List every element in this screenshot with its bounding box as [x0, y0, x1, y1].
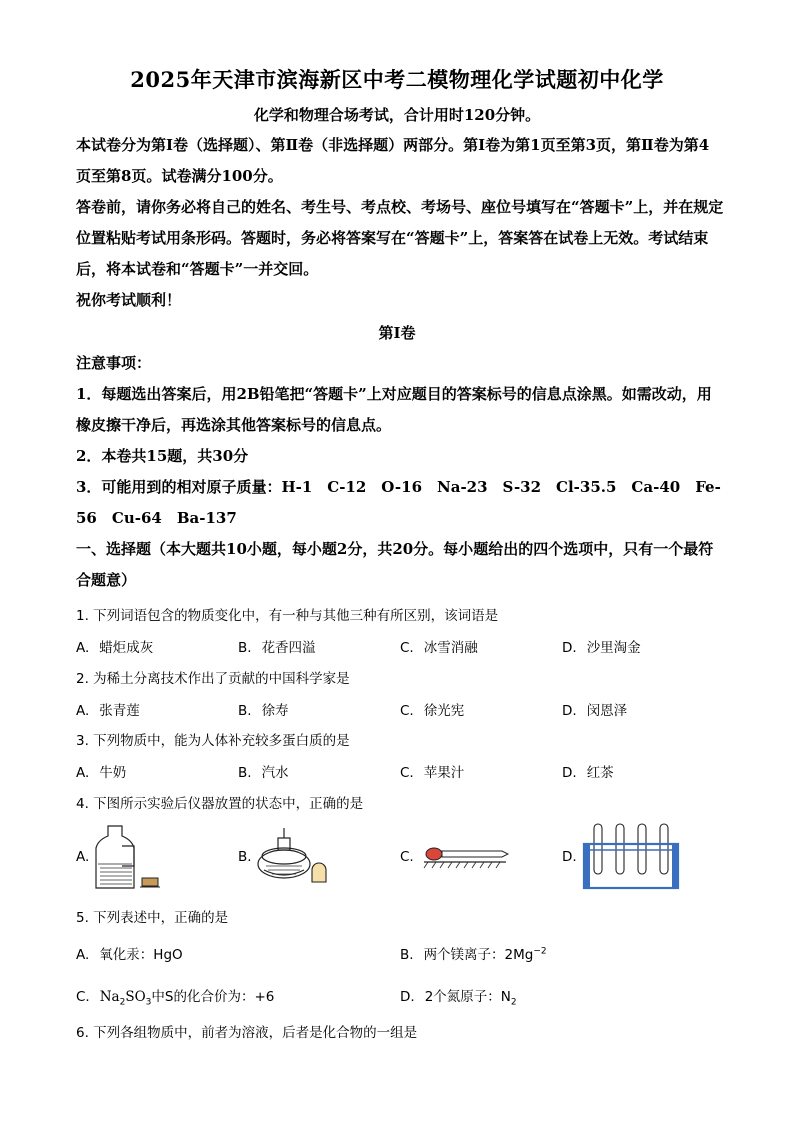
page-subtitle: 化学和物理合场考试，合计用时120分钟。: [253, 106, 541, 124]
question-1-option-a[interactable]: A. 蜡炬成灰: [76, 640, 154, 656]
question-5-option-b[interactable]: B. 两个镁离子：$2Mg^{-2}$: [400, 946, 547, 963]
test-tube-rack-figure[interactable]: [580, 820, 684, 892]
question-1-option-d[interactable]: D. 沙里淘金: [562, 640, 641, 656]
question-4-stem: 4. 下图所示实验后仪器放置的状态中，正确的是: [76, 796, 364, 812]
dropper-figure[interactable]: [420, 840, 510, 870]
question-1-option-c[interactable]: C. 冰雪消融: [400, 640, 478, 656]
question-3-option-b[interactable]: B. 汽水: [238, 765, 289, 781]
alcohol-lamp-figure[interactable]: [254, 826, 334, 888]
question-3-option-c[interactable]: C. 苹果汁: [400, 765, 465, 781]
question-3-option-d[interactable]: D. 红茶: [562, 765, 614, 781]
reagent-bottle-figure[interactable]: [92, 824, 164, 892]
question-5-option-a[interactable]: A. 氧化汞：HgO: [76, 947, 183, 963]
question-2-option-d[interactable]: D. 闵恩泽: [562, 703, 628, 719]
question-1-stem: 1. 下列词语包含的物质变化中，有一种与其他三种有所区别，该词语是: [76, 608, 499, 624]
question-3-stem: 3. 下列物质中，能为人体补充较多蛋白质的是: [76, 733, 350, 749]
question-4-option-a-label[interactable]: A.: [76, 849, 90, 865]
question-6-stem: 6. 下列各组物质中，前者为溶液，后者是化合物的一组是: [76, 1025, 418, 1041]
question-2-stem: 2. 为稀土分离技术作出了贡献的中国科学家是: [76, 671, 350, 687]
note-1: 1．每题选出答案后，用2B铅笔把“答题卡”上对应题目的答案标号的信息点涂黑。如需改动，用橡皮擦干净后，再选涂其他答案标号的信息点。: [76, 385, 712, 434]
question-2-option-a[interactable]: A. 张青莲: [76, 703, 140, 719]
question-1-option-b[interactable]: B. 花香四溢: [238, 640, 316, 656]
notes-heading: 注意事项：: [76, 354, 152, 372]
question-5-option-c[interactable]: C. $Na_2SO_3$中S的化合价为：+6: [76, 989, 275, 1008]
section-title: 第Ⅰ卷: [378, 324, 416, 342]
intro-paragraph-3: 祝你考试顺利！: [76, 291, 182, 309]
question-5-stem: 5. 下列表述中，正确的是: [76, 910, 229, 926]
question-3-option-a[interactable]: A. 牛奶: [76, 765, 127, 781]
note-3: 3．可能用到的相对原子质量：H-1 C-12 O-16 Na-23 S-32 Cl-35.5 Ca-40 Fe-56 Cu-64 Ba-137: [76, 478, 721, 527]
question-5-option-d[interactable]: D. 2个氮原子：$N_2$: [400, 989, 517, 1008]
note-2: 2．本卷共15题，共30分: [76, 447, 249, 465]
question-4-option-b-label[interactable]: B.: [238, 849, 252, 865]
question-4-option-c-label[interactable]: C.: [400, 849, 414, 865]
intro-paragraph-2: 答卷前，请你务必将自己的姓名、考生号、考点校、考场号、座位号填写在“答题卡”上，并在规定位置粘贴考试用条形码。答题时，务必将答案写在“答题卡”上，答案答在试卷上无效。考试结束后，将本试卷和“答题卡”一并交回。: [76, 198, 724, 278]
question-2-option-b[interactable]: B. 徐寿: [238, 703, 289, 719]
part-one-heading: 一、选择题（本大题共10小题，每小题2分，共20分。每小题给出的四个选项中，只有一个最符合题意）: [76, 540, 714, 589]
page-title: 2025年天津市滨海新区中考二模物理化学试题初中化学: [130, 67, 664, 92]
intro-paragraph-1: 本试卷分为第Ⅰ卷（选择题）、第Ⅱ卷（非选择题）两部分。第Ⅰ卷为第1页至第3页，第Ⅱ卷为第4页至第8页。试卷满分100分。: [76, 136, 710, 185]
question-4-option-d-label[interactable]: D.: [562, 849, 577, 865]
question-2-option-c[interactable]: C. 徐光宪: [400, 703, 465, 719]
